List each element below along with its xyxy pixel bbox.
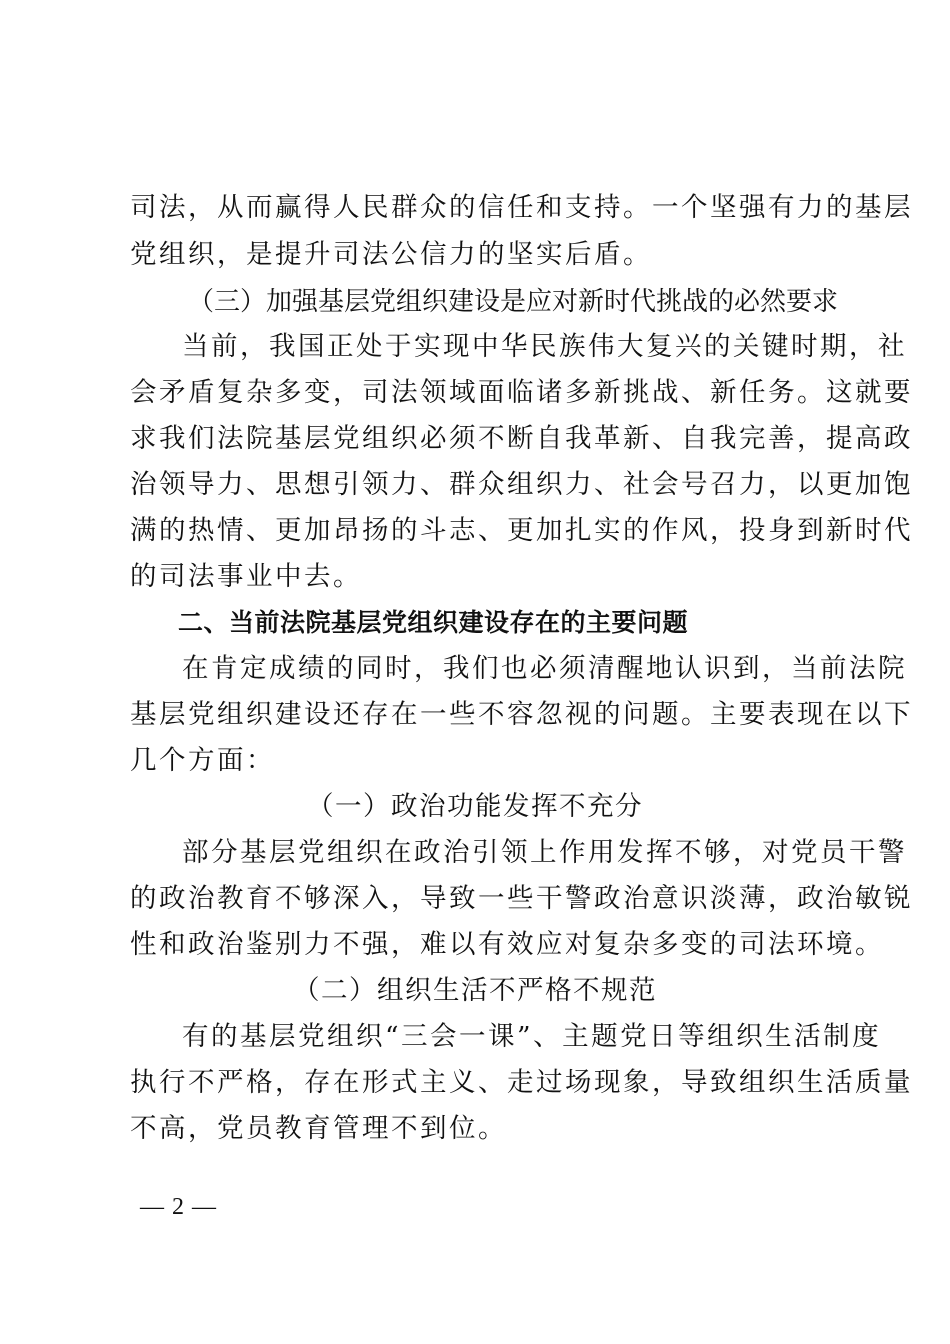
page-number: — 2 — [140, 1194, 217, 1220]
paragraph-line: 有的基层党组织“三会一课”、主题党日等组织生活制度 [182, 1021, 882, 1052]
paragraph-line: 基层党组织建设还存在一些不容忽视的问题。主要表现在以下 [130, 699, 913, 730]
paragraph-line: 党组织，是提升司法公信力的坚实后盾。 [130, 239, 652, 270]
paragraph-line: 司法，从而赢得人民群众的信任和支持。一个坚强有力的基层 [130, 192, 913, 223]
paragraph-line: 执行不严格，存在形式主义、走过场现象，导致组织生活质量 [130, 1067, 913, 1098]
paragraph-line: 会矛盾复杂多变，司法领域面临诸多新挑战、新任务。这就要 [130, 377, 913, 408]
paragraph-line: 性和政治鉴别力不强，难以有效应对复杂多变的司法环境。 [130, 929, 884, 960]
paragraph-line: 治领导力、思想引领力、群众组织力、社会号召力，以更加饱 [130, 469, 913, 500]
subsection-heading-one: （一）政治功能发挥不充分 [307, 791, 643, 822]
subsection-heading-three: （三）加强基层党组织建设是应对新时代挑战的必然要求 [188, 287, 839, 317]
paragraph-line: 不高，党员教育管理不到位。 [130, 1113, 507, 1144]
paragraph-line: 的司法事业中去。 [130, 561, 362, 592]
paragraph-line: 满的热情、更加昂扬的斗志、更加扎实的作风，投身到新时代 [130, 515, 913, 546]
paragraph-line: 的政治教育不够深入，导致一些干警政治意识淡薄，政治敏锐 [130, 883, 913, 914]
paragraph-line: 求我们法院基层党组织必须不断自我革新、自我完善，提高政 [130, 423, 913, 454]
paragraph-line: 几个方面： [130, 745, 275, 776]
paragraph-line: 在肯定成绩的同时，我们也必须清醒地认识到，当前法院 [182, 653, 907, 684]
subsection-heading-two: （二）组织生活不严格不规范 [293, 975, 657, 1006]
paragraph-line: 当前，我国正处于实现中华民族伟大复兴的关键时期，社 [182, 331, 907, 362]
section-heading-two: 二、当前法院基层党组织建设存在的主要问题 [178, 608, 689, 637]
paragraph-line: 部分基层党组织在政治引领上作用发挥不够，对党员干警 [182, 837, 907, 868]
